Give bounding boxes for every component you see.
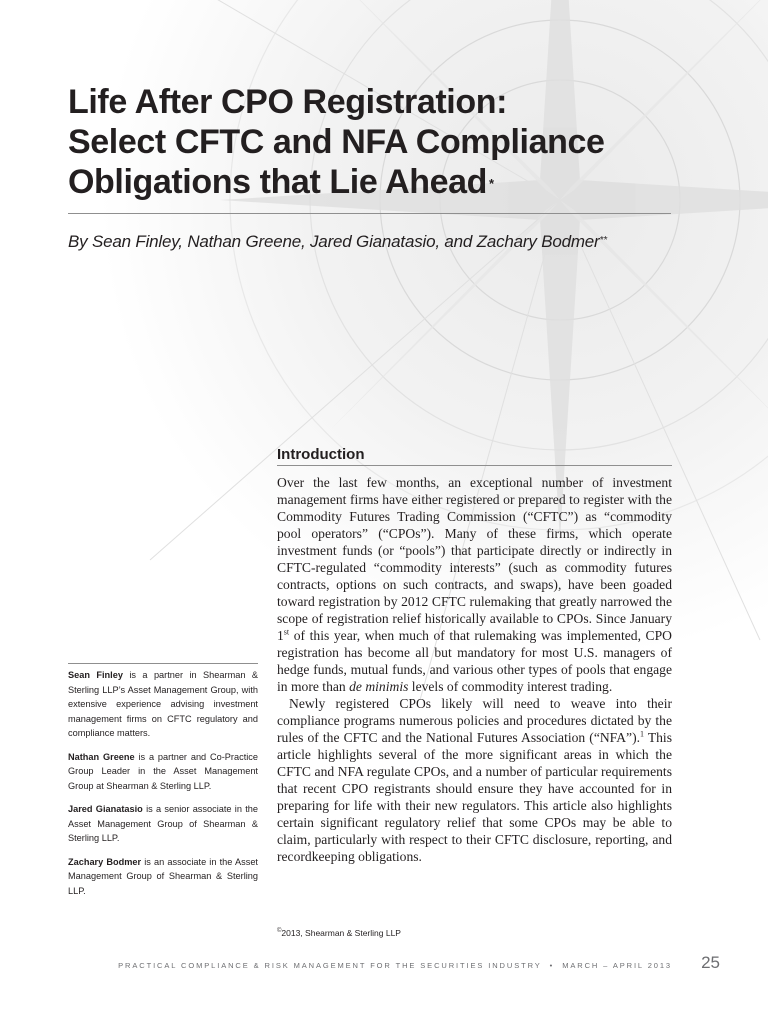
byline-footnote-marker: ** <box>599 235 607 246</box>
title-divider <box>68 213 671 214</box>
author-byline <box>68 230 607 254</box>
author-bio <box>68 802 258 846</box>
title-line-1: Life After CPO Registration: <box>68 83 508 121</box>
author-bio <box>68 855 258 899</box>
issue-date: MARCH – APRIL 2013 <box>562 961 672 970</box>
paragraph-1-part-c: levels of commodity interest trading. <box>408 679 613 694</box>
paragraph-2-part-b: This article highlights several of the more significant areas in which the CFTC and NFA regulate CPOs, and a number of particular requirements that recent CPO registrants should ensure they have accounted for in preparing for life with their new regulators. This article also highlights certain significant regulatory relief that some CPOs may be able to claim, particularly with respect to their CFTC disclosure, reporting, and recordkeeping obligations. <box>277 730 672 864</box>
author-bio-text: is an associate in the Asset Management Group of Shearman & Sterling LLP. <box>68 856 258 896</box>
byline-text: By Sean Finley, Nathan Greene, Jared Gianatasio, and Zachary Bodmer <box>68 232 600 251</box>
title-line-3 <box>68 162 688 202</box>
paragraph-1 <box>277 474 672 695</box>
author-bios-divider <box>68 663 258 664</box>
running-footer <box>118 961 672 970</box>
author-bio <box>68 668 258 741</box>
copyright-notice <box>277 925 401 939</box>
paragraph-1-part-a: Over the last few months, an exceptional number of investment management firms have either registered or prepared to register with the Commodity Futures Trading Commission (“CFTC”) as “commodity pool operators” (“CPOs”). Many of these firms, which operate investment funds (or “pools”) that participate directly or indirectly in CFTC-regulated “commodity interests” (such as commodity futures contracts, options on such contracts, and swaps), have been goaded toward registration by 2012 CFTC rulemaking that greatly narrowed the scope of registration relief historically available to CPOs. Since January 1 <box>277 475 672 643</box>
latin-term: de minimis <box>349 679 409 694</box>
author-name: Jared Gianatasio <box>68 804 143 814</box>
paragraph-1-part-b: of this year, when much of that rulemaking was implemented, CPO registration has become all but mandatory for most U.S. managers of hedge funds, mutual funds, and various other types of pools that engage in more than <box>277 628 672 694</box>
section-heading-introduction: Introduction <box>277 446 365 463</box>
paragraph-2-part-a: Newly registered CPOs likely will need to weave into their compliance programs numerous policies and procedures dictated by the rules of the CFTC and the National Futures Association (“NFA”). <box>277 696 672 745</box>
author-bio-text: is a senior associate in the Asset Management Group of Shearman & Sterling LLP. <box>68 804 258 843</box>
author-name: Nathan Greene <box>68 751 135 762</box>
title-line-3-text: Obligations that Lie Ahead <box>68 163 488 201</box>
author-name: Zachary Bodmer <box>68 856 142 867</box>
copyright-text: 2013, Shearman & Sterling LLP <box>281 927 401 938</box>
article-title <box>68 82 688 202</box>
footer-separator: • <box>549 961 555 970</box>
author-bio <box>68 750 258 794</box>
page-number: 25 <box>701 953 720 972</box>
author-name: Sean Finley <box>68 670 123 680</box>
author-bio-text: is a partner in Shearman & Sterling LLP’s Asset Management Group, with extensive experience advising investment management firms on CFTC regulatory and compliance matters. <box>68 670 258 738</box>
author-bio-text: is a partner and Co-Practice Group Leader in the Asset Management Group at Shearman & Sterling LLP. <box>68 751 258 791</box>
author-bios <box>68 668 258 907</box>
title-line-2: Select CFTC and NFA Compliance <box>68 123 605 161</box>
section-divider <box>277 465 672 466</box>
ordinal-suffix: st <box>283 627 290 637</box>
copyright-symbol: © <box>277 928 282 934</box>
footnote-reference-1[interactable]: 1 <box>640 729 644 739</box>
paragraph-2 <box>277 695 672 865</box>
introduction-body <box>277 474 672 865</box>
title-footnote-marker: * <box>489 176 494 191</box>
publication-name: PRACTICAL COMPLIANCE & RISK MANAGEMENT FOR THE SECURITIES INDUSTRY <box>118 961 542 970</box>
